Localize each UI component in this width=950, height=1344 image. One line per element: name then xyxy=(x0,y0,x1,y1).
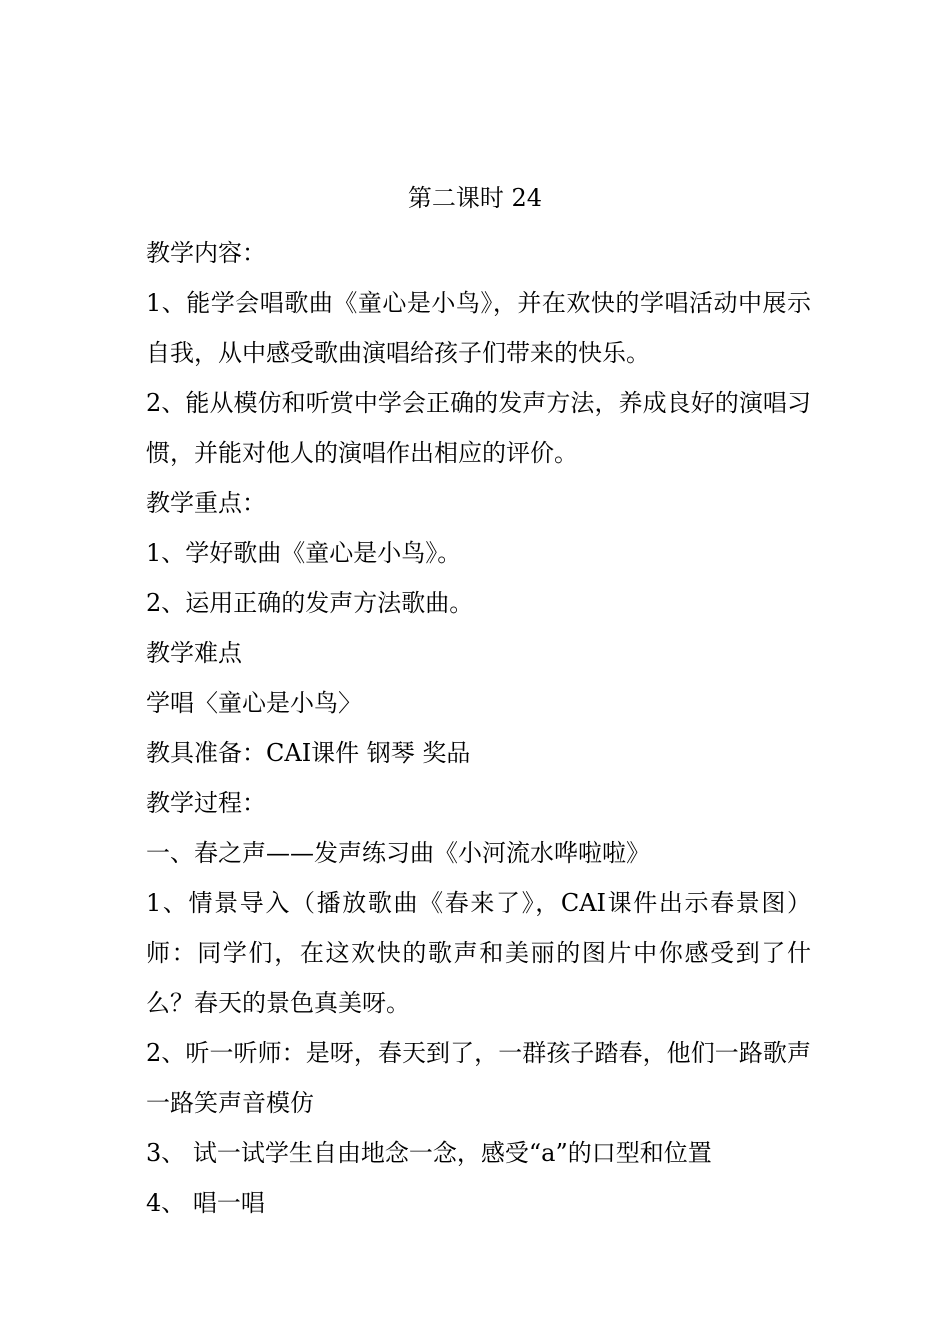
paragraph-process-part-1: 一、春之声——发声练习曲《小河流水哗啦啦》 xyxy=(146,839,650,867)
paragraph-process-step-4: 4、 唱一唱 xyxy=(146,1189,265,1217)
section-heading-content: 教学内容： xyxy=(146,239,266,267)
section-heading-key-points: 教学重点： xyxy=(146,489,266,517)
section-heading-difficulty: 教学难点 xyxy=(146,639,242,667)
paragraph-difficulty: 学唱〈童心是小鸟〉 xyxy=(146,689,362,717)
section-heading-process: 教学过程： xyxy=(146,789,266,817)
paragraph-process-step-3: 3、 试一试学生自由地念一念，感受“a”的口型和位置 xyxy=(146,1139,712,1167)
paragraph-key-point-2: 2、运用正确的发声方法歌曲。 xyxy=(146,589,474,617)
paragraph-key-point-1: 1、学好歌曲《童心是小鸟》。 xyxy=(146,539,462,567)
paragraph-content-2: 2、能从模仿和听赏中学会正确的发声方法，养成良好的演唱习惯，并能对他人的演唱作出相应的评价。 xyxy=(146,389,811,467)
document-body xyxy=(146,228,811,1228)
paragraph-content-1: 1、能学会唱歌曲《童心是小鸟》，并在欢快的学唱活动中展示自我，从中感受歌曲演唱给孩子们带来的快乐。 xyxy=(146,289,811,367)
paragraph-teaching-aids: 教具准备：CAI课件 钢琴 奖品 xyxy=(146,739,471,767)
paragraph-process-step-1: 1、情景导入（播放歌曲《春来了》，CAI课件出示春景图）师：同学们，在这欢快的歌声和美丽的图片中你感受到了什么？春天的景色真美呀。 xyxy=(146,889,811,1017)
page-title: 第二课时 24 xyxy=(407,184,543,212)
paragraph-process-step-2: 2、听一听师：是呀，春天到了，一群孩子踏春，他们一路歌声一路笑声音模仿 xyxy=(146,1039,811,1117)
